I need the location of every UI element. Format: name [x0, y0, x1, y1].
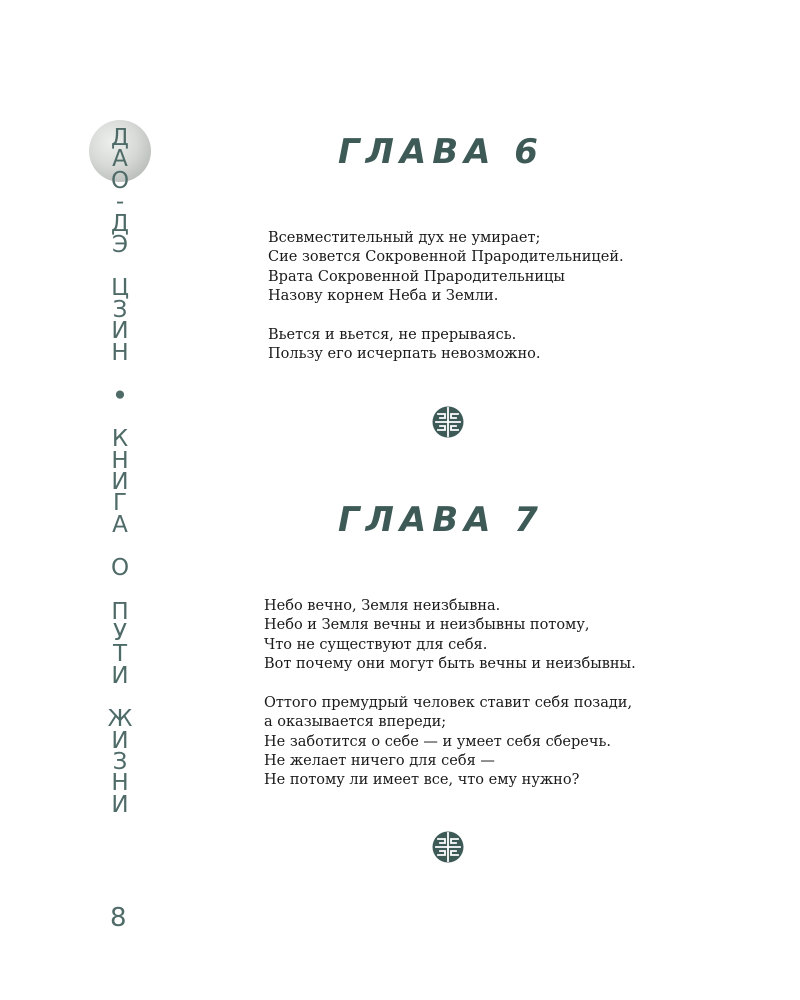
spine-letter: И: [111, 469, 129, 496]
verse-line: Оттого премудрый человек ставит себя позади,: [264, 695, 633, 711]
verse-line: Сие зовется Сокровенной Прародительницей.: [268, 249, 624, 266]
spine-letter: К: [111, 426, 129, 453]
spine-letter: О: [110, 555, 130, 582]
spine-letter: Ц: [111, 275, 129, 302]
chapter-7-stanza-1: [264, 597, 636, 674]
spine-letter: -: [115, 189, 125, 216]
chapter-6-title: ГЛАВА 6: [338, 132, 544, 172]
verse-line: Что не существуют для себя.: [264, 636, 488, 653]
verse-line: Всевместительный дух не умирает;: [268, 230, 541, 246]
spine-letter: У: [112, 620, 127, 647]
verse-line: Назову корнем Неба и Земли.: [268, 287, 499, 304]
spine-letter: З: [112, 748, 128, 775]
spine-letter: Н: [111, 339, 129, 366]
verse-line: Пользу его исчерпать невозможно.: [268, 346, 541, 363]
spine-letter: И: [111, 318, 129, 345]
spine-letter: Т: [112, 641, 128, 668]
verse-line: Небо и Земля вечны и неизбывны потому,: [264, 617, 590, 634]
verse-line: Небо вечно, Земля неизбывна.: [264, 598, 501, 614]
spine-letter: И: [111, 727, 129, 754]
chapter-7-stanza-2: [264, 694, 632, 790]
verse-line: Вот почему они могут быть вечны и неизбывны.: [264, 655, 636, 672]
spine-letter: Э: [111, 231, 129, 258]
spine-letter: О: [110, 167, 130, 194]
verse-line: а оказывается впереди;: [264, 714, 447, 731]
spine-letter: Ж: [107, 706, 133, 733]
verse-line: Врата Сокровенной Прародительницы: [268, 268, 565, 285]
verse-line: Не желает ничего для себя —: [264, 752, 495, 769]
verse-line: Вьется и вьется, не прерываясь.: [268, 327, 517, 343]
chapter-6-stanza-2: [268, 326, 541, 365]
spine-letter: Н: [111, 770, 129, 797]
spine-bullet: •: [112, 382, 128, 409]
chapter-7-title: ГЛАВА 7: [338, 500, 544, 540]
spine-letter: И: [111, 662, 129, 689]
spine-letter: П: [111, 598, 129, 625]
verse-line: Не заботится о себе — и умеет себя сберечь.: [264, 733, 611, 750]
spine-letter: Н: [111, 447, 129, 474]
running-title-vertical: [104, 125, 136, 818]
spine-letter: З: [112, 296, 128, 323]
chapter-6-stanza-1: [268, 229, 624, 306]
verse-line: Не потому ли имеет все, что ему нужно?: [264, 772, 580, 789]
shou-symbol-icon: [432, 406, 464, 438]
shou-symbol-icon: [432, 831, 464, 863]
spine-letter: А: [112, 146, 128, 173]
spine-letter: И: [111, 791, 129, 818]
spine-letter: Д: [111, 125, 129, 151]
spine-letter: Г: [112, 490, 128, 517]
spine-letter: А: [112, 511, 128, 538]
page-number: 8: [110, 903, 127, 933]
spine-letter: Д: [111, 210, 129, 237]
